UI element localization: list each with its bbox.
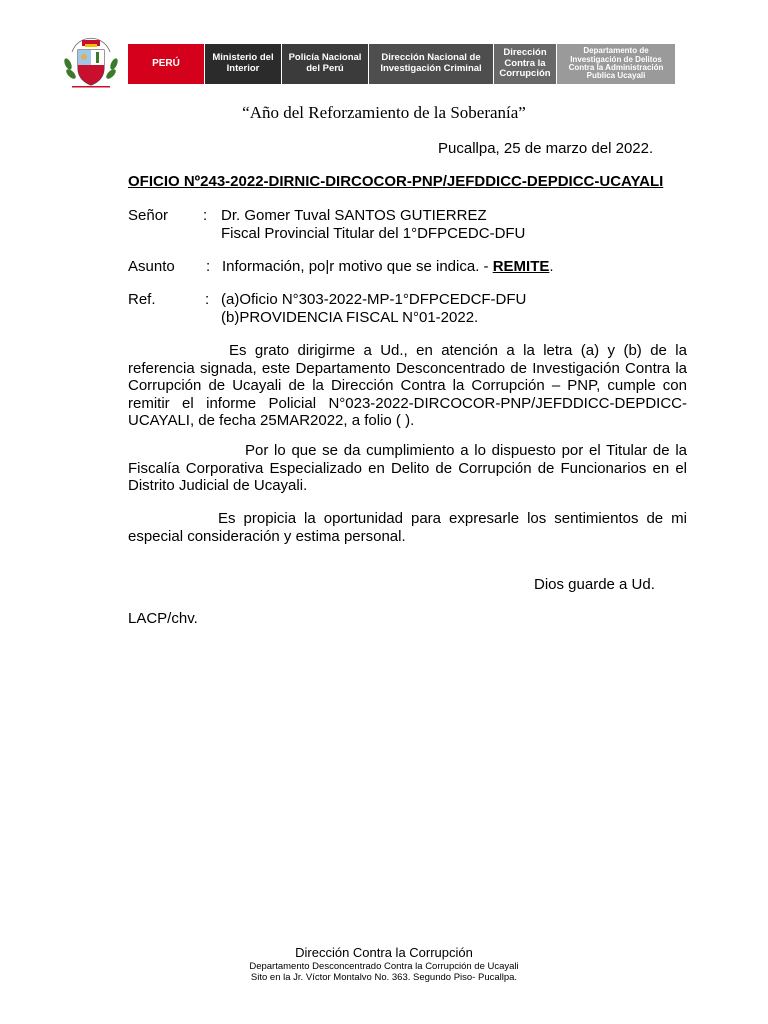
header-box-peru-label: PERÚ <box>152 58 180 70</box>
asunto-text <box>222 258 554 276</box>
body-paragraph-2: Por lo que se da cumplimiento a lo dispuesto por el Titular de la Fiscalía Corporativa Especializado en Delito de Corrupción de Funcionarios en el Distrito Judicial de Ucayali. <box>128 442 687 494</box>
footer-address: Sito en la Jr. Víctor Montalvo No. 363. Segundo Piso- Pucallpa. <box>250 972 518 983</box>
header-box-departamento-label: Departamento de Investigación de Delitos Contra la Administración Publica Ucayali <box>568 46 664 81</box>
footer-department: Departamento Desconcentrado Contra la Corrupción de Ucayali <box>249 961 519 972</box>
addressee-title: Fiscal Provincial Titular del 1°DFPCEDC-DFU <box>221 225 526 242</box>
header-box-direccion-corrupcion-label: Dirección Contra la Corrupción <box>499 46 551 80</box>
header-box-policia-label: Policía Nacional del Perú <box>288 52 362 74</box>
header-box-direccion-corrupcion <box>494 44 556 84</box>
reference-initials: LACP/chv. <box>128 610 198 627</box>
header-box-ministerio <box>205 44 281 84</box>
ref-label: Ref. <box>128 291 156 308</box>
header-box-policia <box>282 44 368 84</box>
ref-colon: : <box>205 291 210 308</box>
asunto-text-main: Información, po|r motivo que se indica. - <box>222 258 493 275</box>
closing-salutation: Dios guarde a Ud. <box>534 576 655 593</box>
header-box-departamento <box>557 44 675 84</box>
asunto-remite: REMITE <box>492 258 550 275</box>
header-box-direccion-nacional <box>369 44 493 84</box>
oficio-number: OFICIO Nº243-2022-DIRNIC-DIRCOCOR-PNP/JEFDDICC-DEPDICC-UCAYALI <box>128 173 664 190</box>
senor-colon: : <box>203 207 208 224</box>
ref-item-b: (b)PROVIDENCIA FISCAL N°01-2022. <box>221 309 479 326</box>
header-box-peru <box>128 44 204 84</box>
asunto-colon: : <box>206 258 211 275</box>
asunto-period: . <box>549 258 554 275</box>
letter-date: Pucallpa, 25 de marzo del 2022. <box>438 140 654 157</box>
body-paragraph-3: Es propicia la oportunidad para expresarle los sentimientos de mi especial consideración y estima personal. <box>128 510 687 545</box>
asunto-label: Asunto <box>128 258 175 275</box>
ref-item-a: (a)Oficio N°303-2022-MP-1°DFPCEDCF-DFU <box>221 291 527 308</box>
header-box-ministerio-label: Ministerio del Interior <box>212 52 274 74</box>
coat-of-arms-logo <box>58 30 124 92</box>
addressee-name: Dr. Gomer Tuval SANTOS GUTIERREZ <box>221 207 487 224</box>
year-motto: “Año del Reforzamiento de la Soberanía” <box>242 103 526 122</box>
senor-label: Señor <box>128 207 169 224</box>
footer-title: Dirección Contra la Corrupción <box>295 945 473 960</box>
body-paragraph-1: Es grato dirigirme a Ud., en atención a la letra (a) y (b) de la referencia signada, este Departamento Desconcentrado de Investigación Contra la Corrupción de Ucayali de la Dirección Contra la Corrupción – PNP, cumple con remitir el informe Policial N°023-2022-DIRCOCOR-PNP/JEFDDICC-DEPDICC-UCAYALI, de fecha 25MAR2022, a folio ( ). <box>128 342 687 429</box>
header-box-direccion-nacional-label: Dirección Nacional de Investigación Criminal <box>380 52 482 74</box>
